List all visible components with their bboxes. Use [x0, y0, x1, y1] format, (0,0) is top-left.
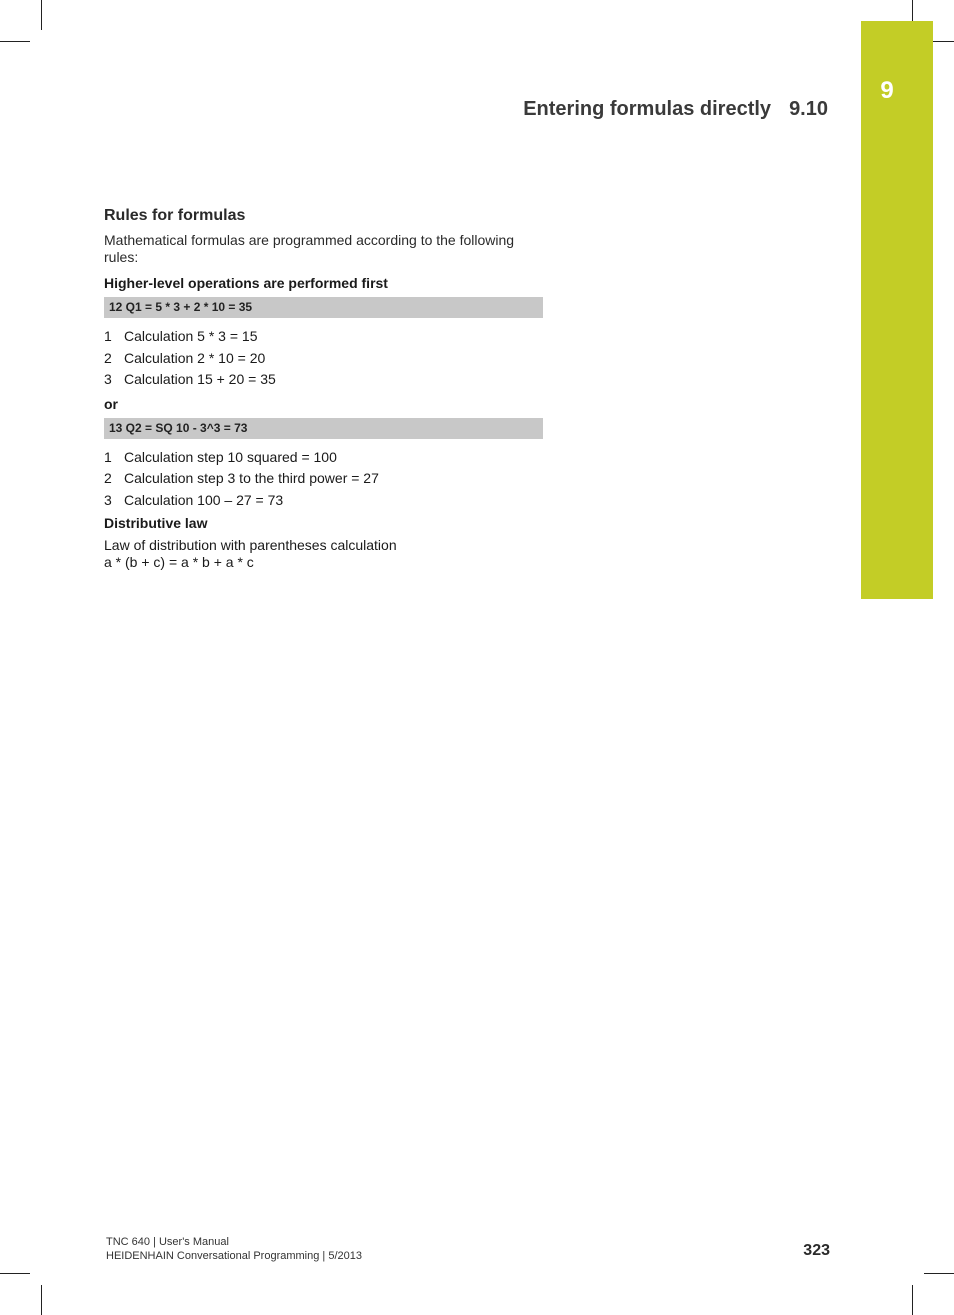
list-item [104, 468, 544, 490]
step-text: Calculation 2 * 10 = 20 [124, 349, 266, 366]
list-item [104, 369, 544, 391]
step-text: Calculation step 10 squared = 100 [124, 448, 337, 465]
crop-mark [912, 1285, 913, 1315]
step-number: 2 [104, 349, 112, 366]
list-item [104, 490, 544, 512]
law-formula: a * (b + c) = a * b + a * c [104, 554, 254, 570]
calculation-steps-list [104, 447, 544, 512]
step-text: Calculation 100 – 27 = 73 [124, 491, 284, 508]
step-number: 3 [104, 491, 112, 508]
step-text: Calculation step 3 to the third power = 27 [124, 470, 379, 486]
chapter-number: 9 [880, 77, 894, 104]
crop-mark [924, 1273, 954, 1274]
intro-paragraph: Mathematical formulas are programmed according to the following rules: [104, 232, 515, 265]
subheading-higher-level: Higher-level operations are performed first [104, 275, 388, 291]
chapter-tab [861, 21, 933, 599]
or-label: or [104, 395, 118, 412]
list-item [104, 326, 544, 348]
main-content [104, 205, 544, 571]
crop-mark [0, 41, 30, 42]
running-header [523, 98, 828, 121]
step-text: Calculation 5 * 3 = 15 [124, 328, 258, 344]
step-number: 1 [104, 448, 112, 465]
code-block: 12 Q1 = 5 * 3 + 2 * 10 = 35 [104, 297, 543, 318]
law-description: Law of distribution with parentheses calculation [104, 537, 397, 553]
list-item [104, 447, 544, 469]
calculation-steps-list [104, 326, 544, 391]
footer-line: HEIDENHAIN Conversational Programming | 5/2013 [106, 1250, 362, 1262]
header-section: 9.10 [789, 98, 828, 120]
page-footer [106, 1235, 362, 1263]
footer-line: TNC 640 | User's Manual [106, 1236, 229, 1248]
list-item [104, 348, 544, 370]
code-block: 13 Q2 = SQ 10 - 3^3 = 73 [104, 418, 543, 439]
header-title: Entering formulas directly [523, 98, 772, 120]
law-paragraph [104, 537, 544, 571]
step-text: Calculation 15 + 20 = 35 [124, 371, 276, 387]
step-number: 3 [104, 371, 112, 387]
crop-mark [0, 1273, 30, 1274]
section-heading: Rules for formulas [104, 207, 246, 224]
step-number: 2 [104, 470, 112, 486]
step-number: 1 [104, 328, 112, 344]
subheading-distributive-law: Distributive law [104, 515, 208, 531]
crop-mark [41, 1285, 42, 1315]
page-number: 323 [803, 1242, 830, 1259]
crop-mark [41, 0, 42, 30]
